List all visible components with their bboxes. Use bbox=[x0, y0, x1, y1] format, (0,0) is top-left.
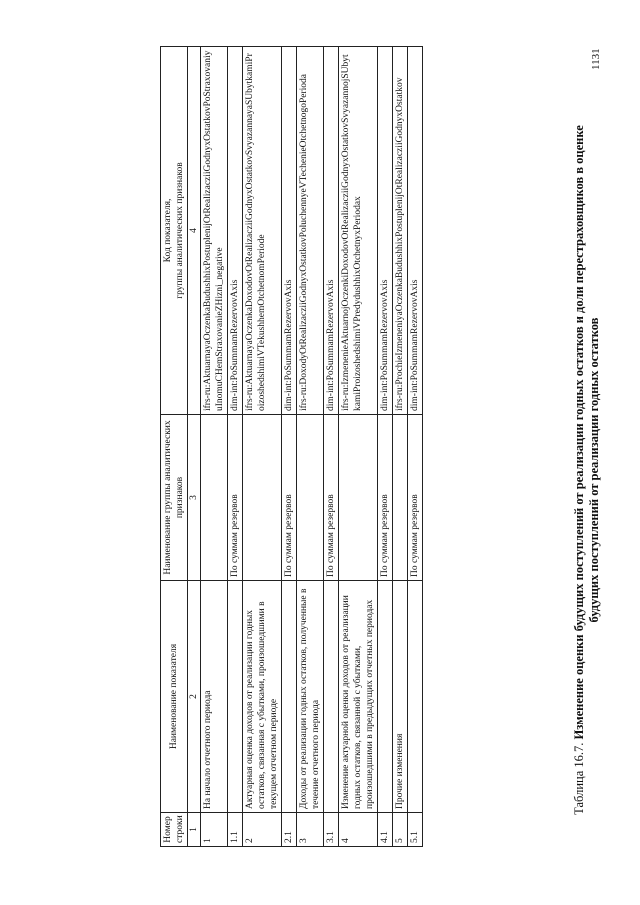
table-row bbox=[228, 47, 243, 847]
indicator-code: dim-int:PoSummamRezervovAxis bbox=[282, 47, 297, 415]
header-code-line2: группы аналитических признаков bbox=[175, 162, 185, 299]
table-row bbox=[408, 47, 423, 847]
table-row bbox=[378, 47, 393, 847]
group-name: По суммам резервов bbox=[324, 415, 339, 581]
header-code-line1: Код показателя, bbox=[163, 198, 173, 263]
group-name bbox=[243, 415, 282, 581]
indicator-name: Доходы от реализации годных остатков, полученные в течение отчетного периода bbox=[297, 581, 324, 813]
indicator-name: Изменение актуарной оценки доходов от реализации годных остатков, связанной с убытками, произошедшими в предыдущих отчетных периодах bbox=[339, 581, 378, 813]
indicator-code: ifrs-ru:ProchieIzmeneniyaOczenkaBudushhixPostuplenijOtRealizacziiGodnyxOstatkov bbox=[393, 47, 408, 415]
group-name bbox=[339, 415, 378, 581]
row-number: 1 bbox=[201, 813, 228, 847]
indicator-name: Прочие изменения bbox=[393, 581, 408, 813]
indicator-name bbox=[228, 581, 243, 813]
table-row bbox=[393, 47, 408, 847]
indicator-code: dim-int:PoSummamRezervovAxis bbox=[408, 47, 423, 415]
row-number: 4 bbox=[339, 813, 378, 847]
table-row bbox=[243, 47, 282, 847]
group-name bbox=[297, 415, 324, 581]
row-number: 5.1 bbox=[408, 813, 423, 847]
col-number: 3 bbox=[188, 415, 201, 581]
indicator-name bbox=[282, 581, 297, 813]
indicator-table bbox=[160, 46, 423, 847]
table-row bbox=[339, 47, 378, 847]
indicator-name: На начало отчетного периода bbox=[201, 581, 228, 813]
row-number: 1.1 bbox=[228, 813, 243, 847]
col-number: 4 bbox=[188, 47, 201, 415]
page-number: 1131 bbox=[590, 48, 602, 70]
row-number: 4.1 bbox=[378, 813, 393, 847]
indicator-code: dim-int:PoSummamRezervovAxis bbox=[324, 47, 339, 415]
table-row bbox=[201, 47, 228, 847]
row-number: 3 bbox=[297, 813, 324, 847]
table-title bbox=[572, 110, 602, 830]
group-name bbox=[201, 415, 228, 581]
table-row bbox=[297, 47, 324, 847]
table-title-text: Изменение оценки будущих поступлений от реализации годных остатков и доли перестраховщиков в оценке будущих поступлений от реализации годных остатков bbox=[572, 125, 601, 740]
group-name bbox=[393, 415, 408, 581]
indicator-name bbox=[324, 581, 339, 813]
col-number: 1 bbox=[188, 813, 201, 847]
row-number: 5 bbox=[393, 813, 408, 847]
indicator-code: ifrs-ru:AktuarnayaOczenkaDoxodovOtRealizacziiGodnyxOstatkovSvyazannayaSUbytkamiProizoshedshimiVTekushhemOtchetnomPeriode bbox=[243, 47, 282, 415]
header-group-name: Наименование группы аналитических признаков bbox=[161, 415, 188, 581]
indicator-name bbox=[408, 581, 423, 813]
row-number: 2.1 bbox=[282, 813, 297, 847]
header-number-row bbox=[188, 47, 201, 847]
group-name: По суммам резервов bbox=[378, 415, 393, 581]
col-number: 2 bbox=[188, 581, 201, 813]
row-number: 3.1 bbox=[324, 813, 339, 847]
indicator-code: dim-int:PoSummamRezervovAxis bbox=[378, 47, 393, 415]
header-indicator-name: Наименование показателя bbox=[161, 581, 188, 813]
table-row bbox=[282, 47, 297, 847]
indicator-code: ifrs-ru:DoxodyOtRealizacziiGodnyxOstatkovPoluchennyeVTechenieOtchetnogoPerioda bbox=[297, 47, 324, 415]
row-number: 2 bbox=[243, 813, 282, 847]
group-name: По суммам резервов bbox=[228, 415, 243, 581]
table-row bbox=[324, 47, 339, 847]
indicator-code: dim-int:PoSummamRezervovAxis bbox=[228, 47, 243, 415]
header-row-number: Номер строки bbox=[161, 813, 188, 847]
group-name: По суммам резервов bbox=[408, 415, 423, 581]
header-row bbox=[161, 47, 188, 847]
indicator-code: ifrs-ru:IzmenenieAktuarnojOczenkiDoxodovOtRealizacziiGodnyxOstatkovSvyazannojSUbytkamiProizoshedshimiVPredydushhixOtchetnyxPeriodax bbox=[339, 47, 378, 415]
indicator-name: Актуарная оценка доходов от реализации годных остатков, связанная с убытками, произошедшими в текущем отчетном периоде bbox=[243, 581, 282, 813]
table-label: Таблица 16.7. bbox=[572, 742, 586, 815]
group-name: По суммам резервов bbox=[282, 415, 297, 581]
indicator-code: ifrs-ru:AktuarnayaOczenkaBudushhixPostuplenijOtRealizacziiGodnyxOstatkovPoStraxovaniyuInomuCHemStraxovanieZHizni_negative bbox=[201, 47, 228, 415]
header-code bbox=[161, 47, 188, 415]
indicator-name bbox=[378, 581, 393, 813]
